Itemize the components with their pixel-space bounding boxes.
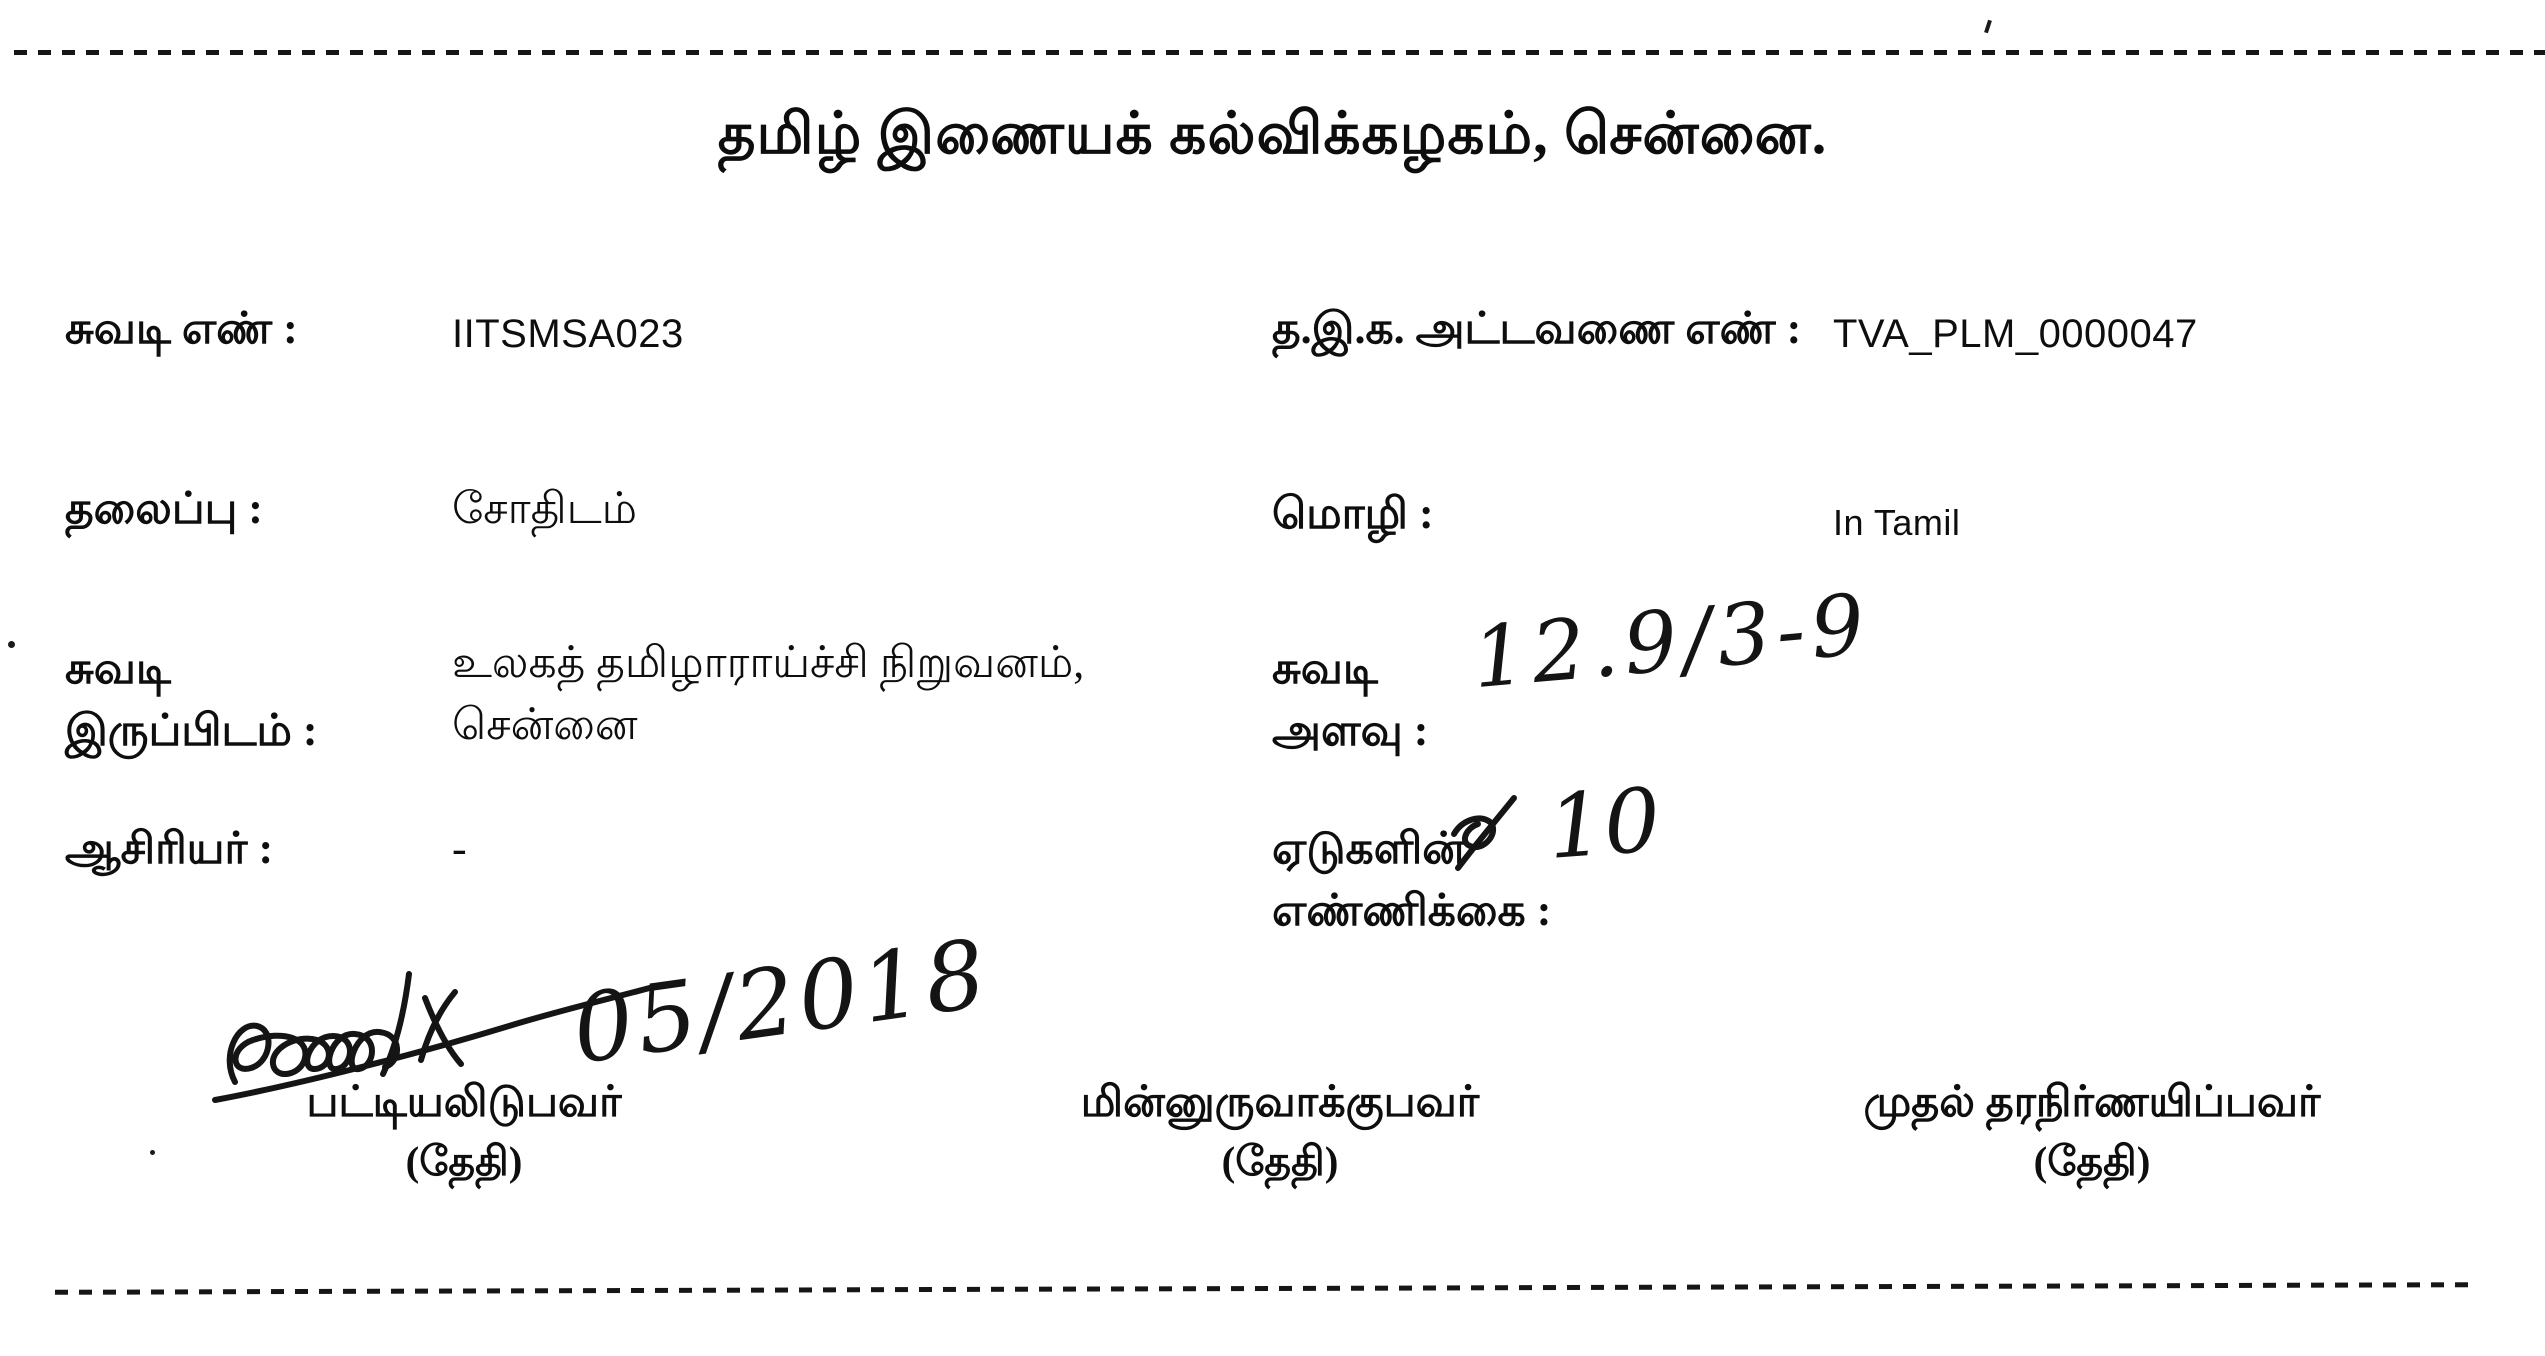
handwritten-leaf-count-value: 10 [1544, 768, 1664, 879]
field-label-location: சுவடி இருப்பிடம் : [65, 644, 318, 755]
field-label-catalogue-number: த.இ.க. அட்டவணை எண் : [1272, 304, 1802, 353]
signatory-date-label: (தேதி) [2033, 1138, 2151, 1184]
signatory-date-label: (தேதி) [1221, 1138, 1339, 1184]
signatory-first-quality-assessor [1864, 1078, 2321, 1186]
field-value-author: - [452, 824, 467, 873]
field-label-size: சுவடி அளவு : [1272, 644, 1429, 755]
signatory-digitizer [1081, 1078, 1479, 1186]
signature-date: 05/2018 [566, 919, 997, 1086]
field-value-title: சோதிடம் [452, 484, 638, 533]
pen-scribble-mark [1442, 790, 1534, 882]
field-label-author: ஆசிரியர் : [65, 824, 274, 873]
field-value-catalogue-number: TVA_PLM_0000047 [1833, 312, 2198, 356]
field-value-manuscript-number: IITSMSA023 [452, 312, 684, 356]
scan-artifact-tick [1984, 20, 1992, 34]
field-label-language: மொழி : [1272, 489, 1434, 538]
field-value-location: உலகத் தமிழாராய்ச்சி நிறுவனம், சென்னை [452, 638, 1085, 749]
field-label-manuscript-number: சுவடி எண் : [65, 304, 298, 353]
top-dashed-divider [14, 50, 2545, 55]
signatory-role-label: முதல் தரநிர்ணயிப்பவர் [1863, 1079, 2321, 1126]
document-title: தமிழ் இணையக் கல்விக்கழகம், சென்னை. [717, 101, 1828, 166]
scan-artifact-dot [150, 1150, 155, 1155]
field-value-language: In Tamil [1833, 502, 1961, 543]
field-label-title: தலைப்பு : [65, 484, 263, 533]
handwritten-size-value: 12.9/3-9 [1468, 574, 1875, 708]
signatory-cataloguer [306, 1078, 621, 1186]
scan-artifact-dot [8, 641, 15, 648]
signatory-date-label: (தேதி) [405, 1138, 523, 1184]
field-label-leaf-count: ஏடுகளின் எண்ணிக்கை : [1272, 824, 1552, 935]
signatory-role-label: மின்னுருவாக்குபவர் [1080, 1079, 1480, 1126]
signatory-role-label: பட்டியலிடுபவர் [306, 1079, 622, 1126]
bottom-dashed-divider [55, 1282, 2475, 1295]
